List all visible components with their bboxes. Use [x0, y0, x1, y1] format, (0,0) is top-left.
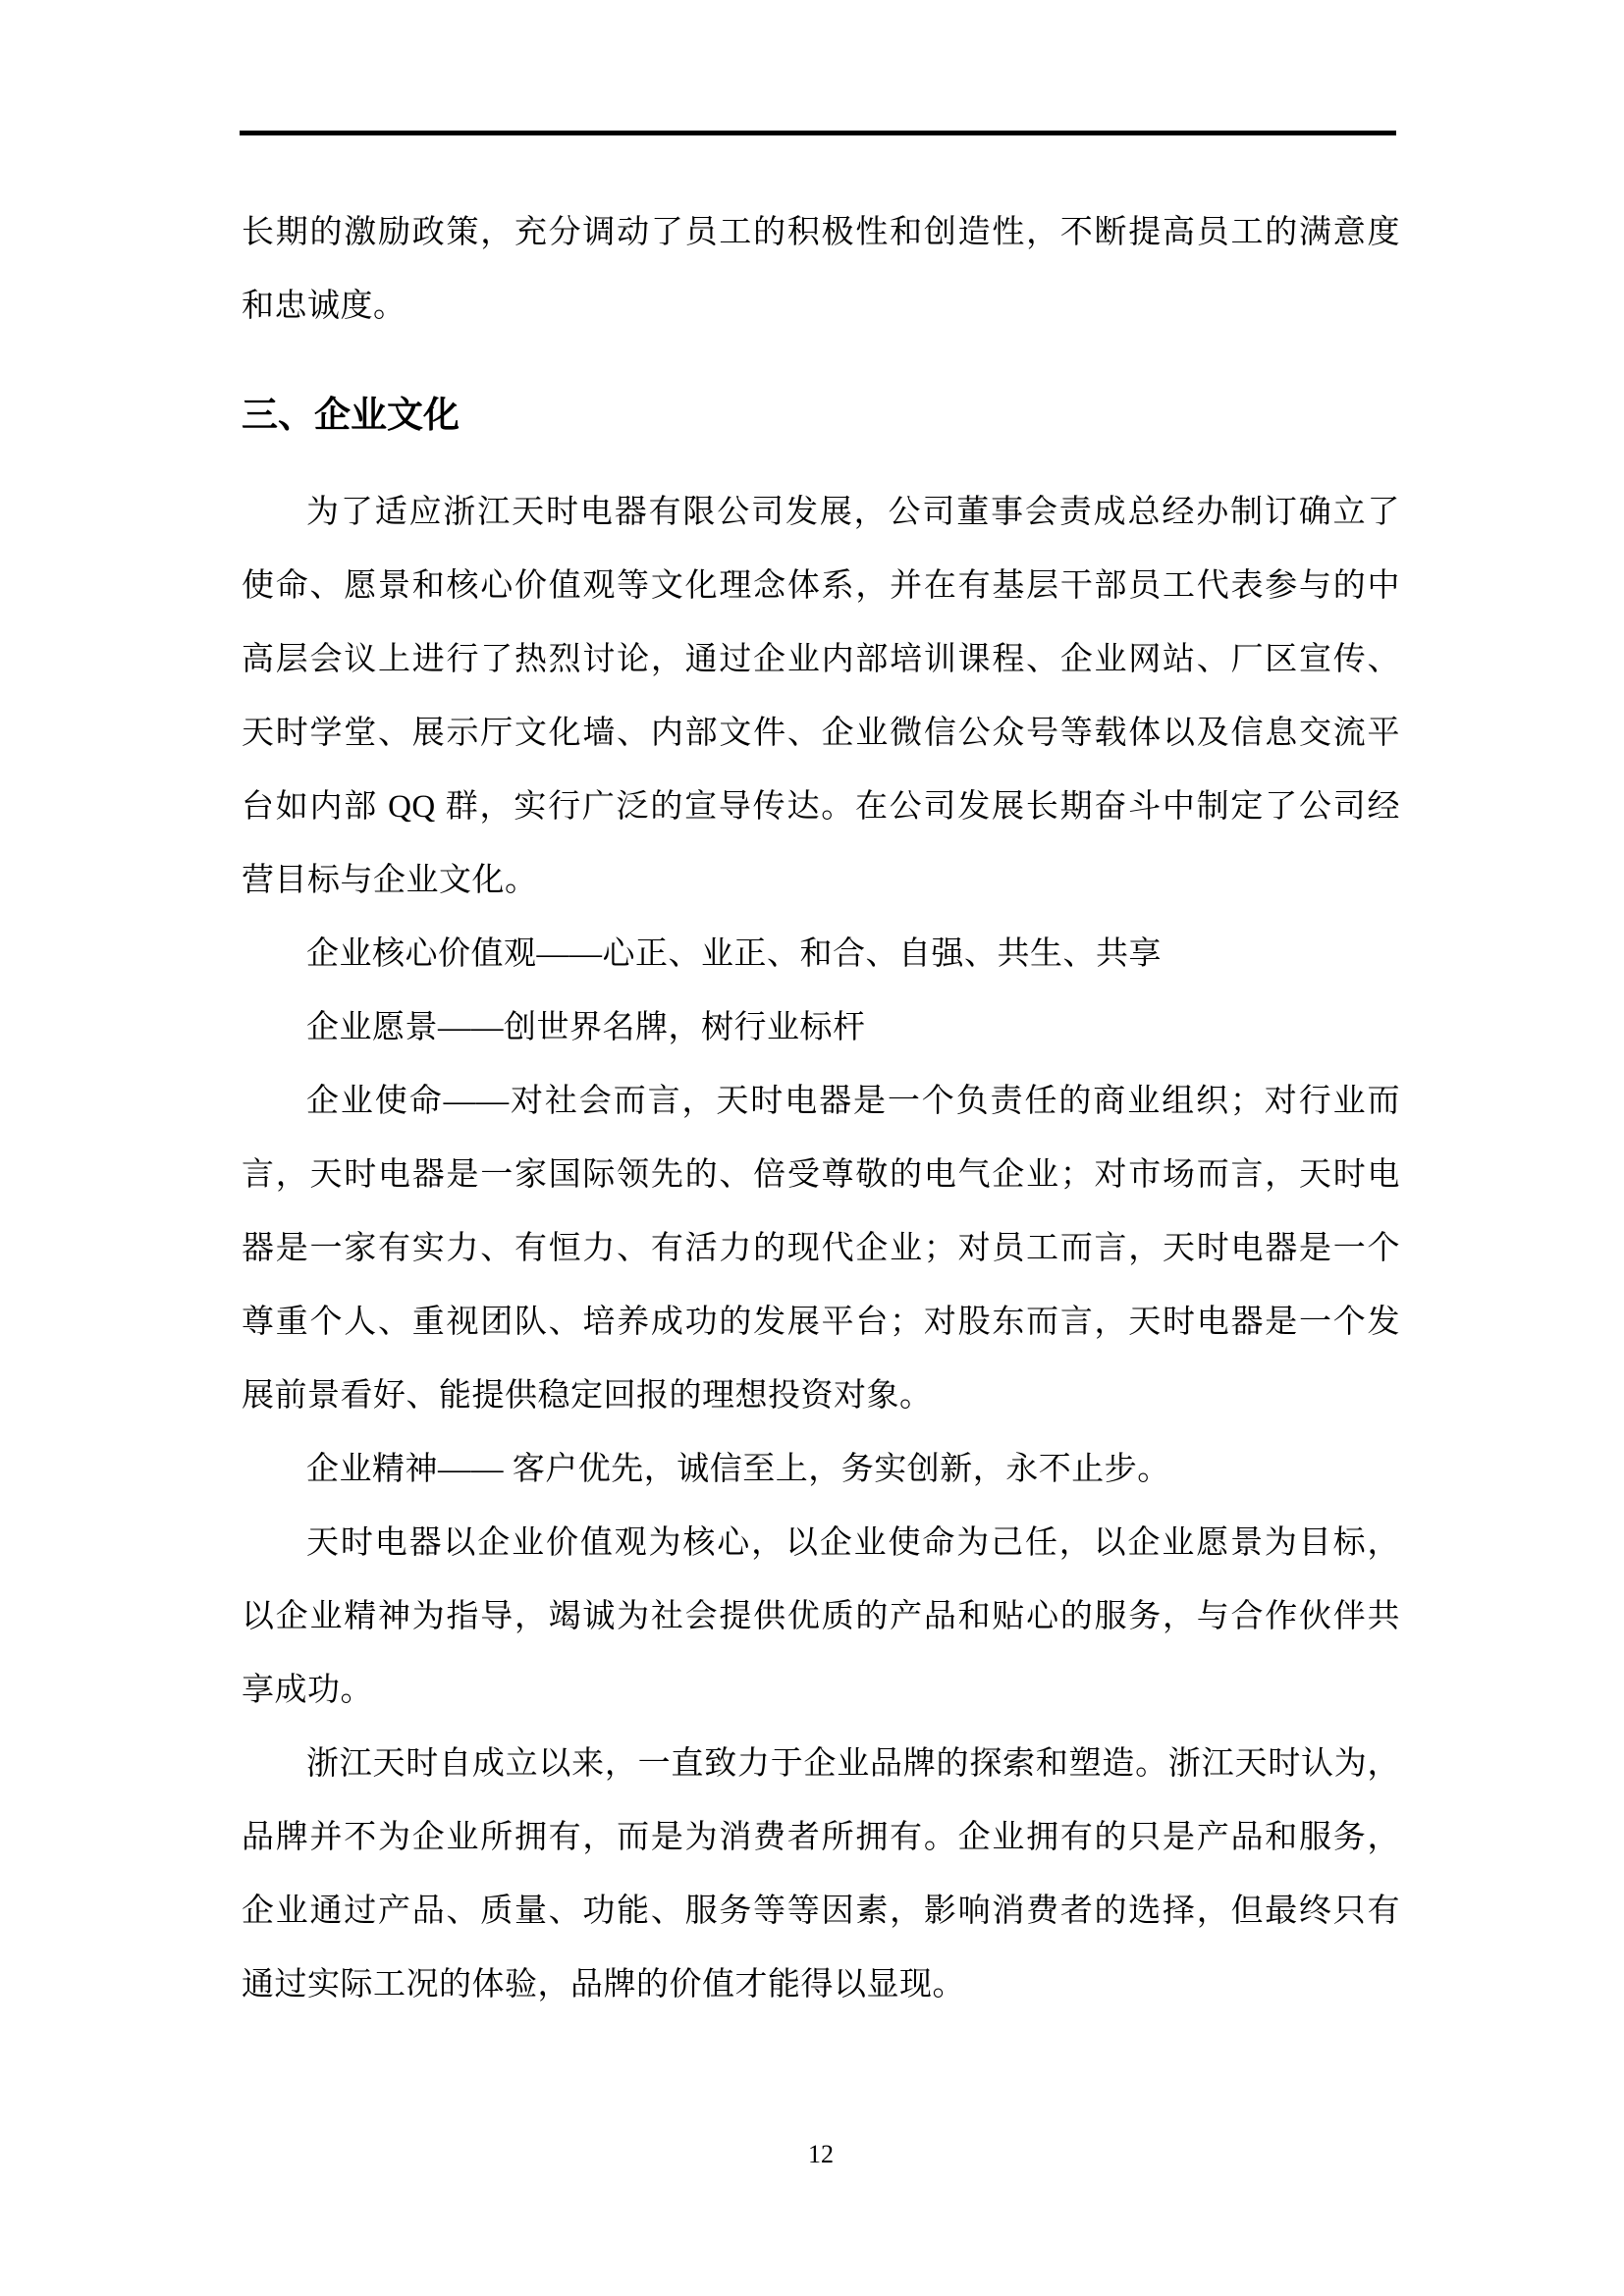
- text-line: 企业核心价值观——心正、业正、和合、自强、共生、共享: [306, 936, 1162, 972]
- text-line: 以企业精神为指导，竭诚为社会提供优质的产品和贴心的服务，与合作伙伴共: [242, 1599, 1400, 1634]
- text-line: 尊重个人、重视团队、培养成功的发展平台；对股东而言，天时电器是一个发: [242, 1305, 1400, 1340]
- text-line: 浙江天时自成立以来，一直致力于企业品牌的探索和塑造。浙江天时认为，: [306, 1746, 1400, 1782]
- text-line: 高层会议上进行了热烈讨论，通过企业内部培训课程、企业网站、厂区宣传、: [242, 642, 1400, 677]
- text-line: 通过实际工况的体验，品牌的价值才能得以显现。: [242, 1967, 965, 2002]
- text-line: 台如内部 QQ 群，实行广泛的宣导传达。在公司发展长期奋斗中制定了公司经: [242, 789, 1400, 825]
- text-line: 长期的激励政策，充分调动了员工的积极性和创造性，不断提高员工的满意度: [242, 215, 1400, 250]
- text-line: 和忠诚度。: [242, 289, 406, 324]
- text-line: 使命、愿景和核心价值观等文化理念体系，并在有基层干部员工代表参与的中: [242, 568, 1400, 604]
- text-line: 天时学堂、展示厅文化墙、内部文件、企业微信公众号等载体以及信息交流平: [242, 716, 1400, 751]
- section-heading: 三、企业文化: [242, 395, 460, 435]
- text-line: 为了适应浙江天时电器有限公司发展，公司董事会责成总经办制订确立了: [306, 495, 1400, 530]
- body-paragraphs: [242, 476, 1400, 2022]
- text-line: 言，天时电器是一家国际领先的、倍受尊敬的电气企业；对市场而言，天时电: [242, 1157, 1400, 1193]
- text-line: 企业使命——对社会而言，天时电器是一个负责任的商业组织；对行业而: [306, 1084, 1400, 1119]
- text-line: 天时电器以企业价值观为核心，以企业使命为己任，以企业愿景为目标，: [306, 1525, 1400, 1561]
- text-line: 享成功。: [242, 1673, 373, 1708]
- text-line: 器是一家有实力、有恒力、有活力的现代企业；对员工而言，天时电器是一个: [242, 1231, 1400, 1266]
- text-line: 营目标与企业文化。: [242, 863, 538, 898]
- text-line: 展前景看好、能提供稳定回报的理想投资对象。: [242, 1378, 933, 1414]
- text-line: 企业愿景——创世界名牌，树行业标杆: [306, 1010, 866, 1045]
- text-line: 企业精神—— 客户优先，诚信至上，务实创新，永不止步。: [306, 1452, 1170, 1487]
- page-content: [242, 0, 1400, 2022]
- page-number: 12: [808, 2140, 834, 2168]
- intro-paragraph: [242, 196, 1400, 344]
- text-line: 品牌并不为企业所拥有，而是为消费者所拥有。企业拥有的只是产品和服务，: [242, 1820, 1400, 1855]
- text-line: 企业通过产品、质量、功能、服务等等因素，影响消费者的选择，但最终只有: [242, 1894, 1400, 1929]
